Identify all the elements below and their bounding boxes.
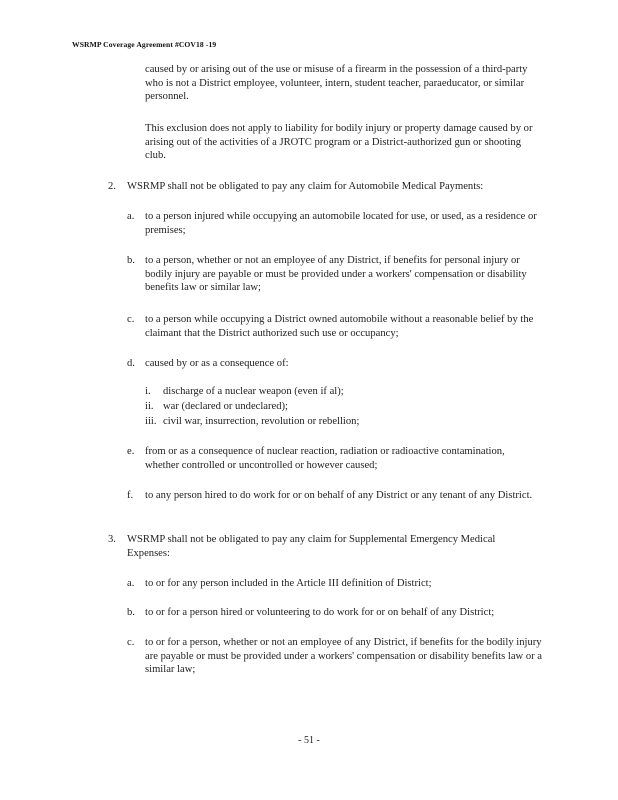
item-2a-text: to a person injured while occupying an automobile located for use, or used, as a residence or premises;: [145, 211, 537, 236]
item-3b-label: b.: [127, 607, 135, 618]
item-3a-label: a.: [127, 578, 135, 589]
item-2d-ii-label: ii.: [145, 401, 154, 412]
item-2f-text: to any person hired to do work for or on behalf of any District or any tenant of any District.: [145, 490, 533, 501]
item-3c-text: to or for a person, whether or not an employee of any District, if benefits for the bodily injury are payable or must be provided under a workers' compensation or disability benefits law or a similar law;: [145, 637, 542, 676]
item-3a-text: to or for any person included in the Article III definition of District;: [145, 578, 432, 589]
item-2d-iii-label: iii.: [145, 416, 157, 427]
page-number: - 51 -: [298, 735, 320, 746]
intro-paragraph-2: This exclusion does not apply to liability for bodily injury or property damage caused by or arising out of the activities of a JROTC program or a District-authorized gun or shooting club.: [145, 123, 533, 162]
item-3c-label: c.: [127, 637, 135, 648]
item-2d-ii-text: war (declared or undeclared);: [163, 401, 288, 412]
item-2d-i-label: i.: [145, 386, 151, 397]
document-header: WSRMP Coverage Agreement #COV18 -19: [72, 40, 217, 49]
item-2d-text: caused by or as a consequence of:: [145, 358, 289, 369]
item-2b-label: b.: [127, 255, 135, 266]
item-2c-text: to a person while occupying a District owned automobile without a reasonable belief by the claimant that the District authorized such use or occupancy;: [145, 314, 534, 339]
item-2a-label: a.: [127, 211, 135, 222]
intro-paragraph-1: caused by or arising out of the use or misuse of a firearm in the possession of a third-party who is not a District employee, volunteer, intern, student teacher, paraeducator, or similar personnel.: [145, 64, 528, 103]
item-3b-text: to or for a person hired or volunteering to do work for or on behalf of any District;: [145, 607, 495, 618]
item-2e-text: from or as a consequence of nuclear reaction, radiation or radioactive contamination, whether controlled or uncontrolled or however caused;: [145, 446, 505, 471]
item-2-number: 2.: [108, 181, 116, 192]
item-2c-label: c.: [127, 314, 135, 325]
item-3-text: WSRMP shall not be obligated to pay any claim for Supplemental Emergency Medical Expenses:: [127, 534, 496, 559]
item-2b-text: to a person, whether or not an employee of any District, if benefits for personal injury or bodily injury are payable or must be provided under a workers' compensation or disability benefits law or similar law;: [145, 255, 527, 294]
item-2d-i-text: discharge of a nuclear weapon (even if al);: [163, 386, 344, 397]
item-2f-label: f.: [127, 490, 134, 501]
item-2d-label: d.: [127, 358, 135, 369]
item-2-text: WSRMP shall not be obligated to pay any claim for Automobile Medical Payments:: [127, 181, 484, 192]
item-2d-iii-text: civil war, insurrection, revolution or rebellion;: [163, 416, 360, 427]
item-2e-label: e.: [127, 446, 135, 457]
item-3-number: 3.: [108, 534, 116, 545]
